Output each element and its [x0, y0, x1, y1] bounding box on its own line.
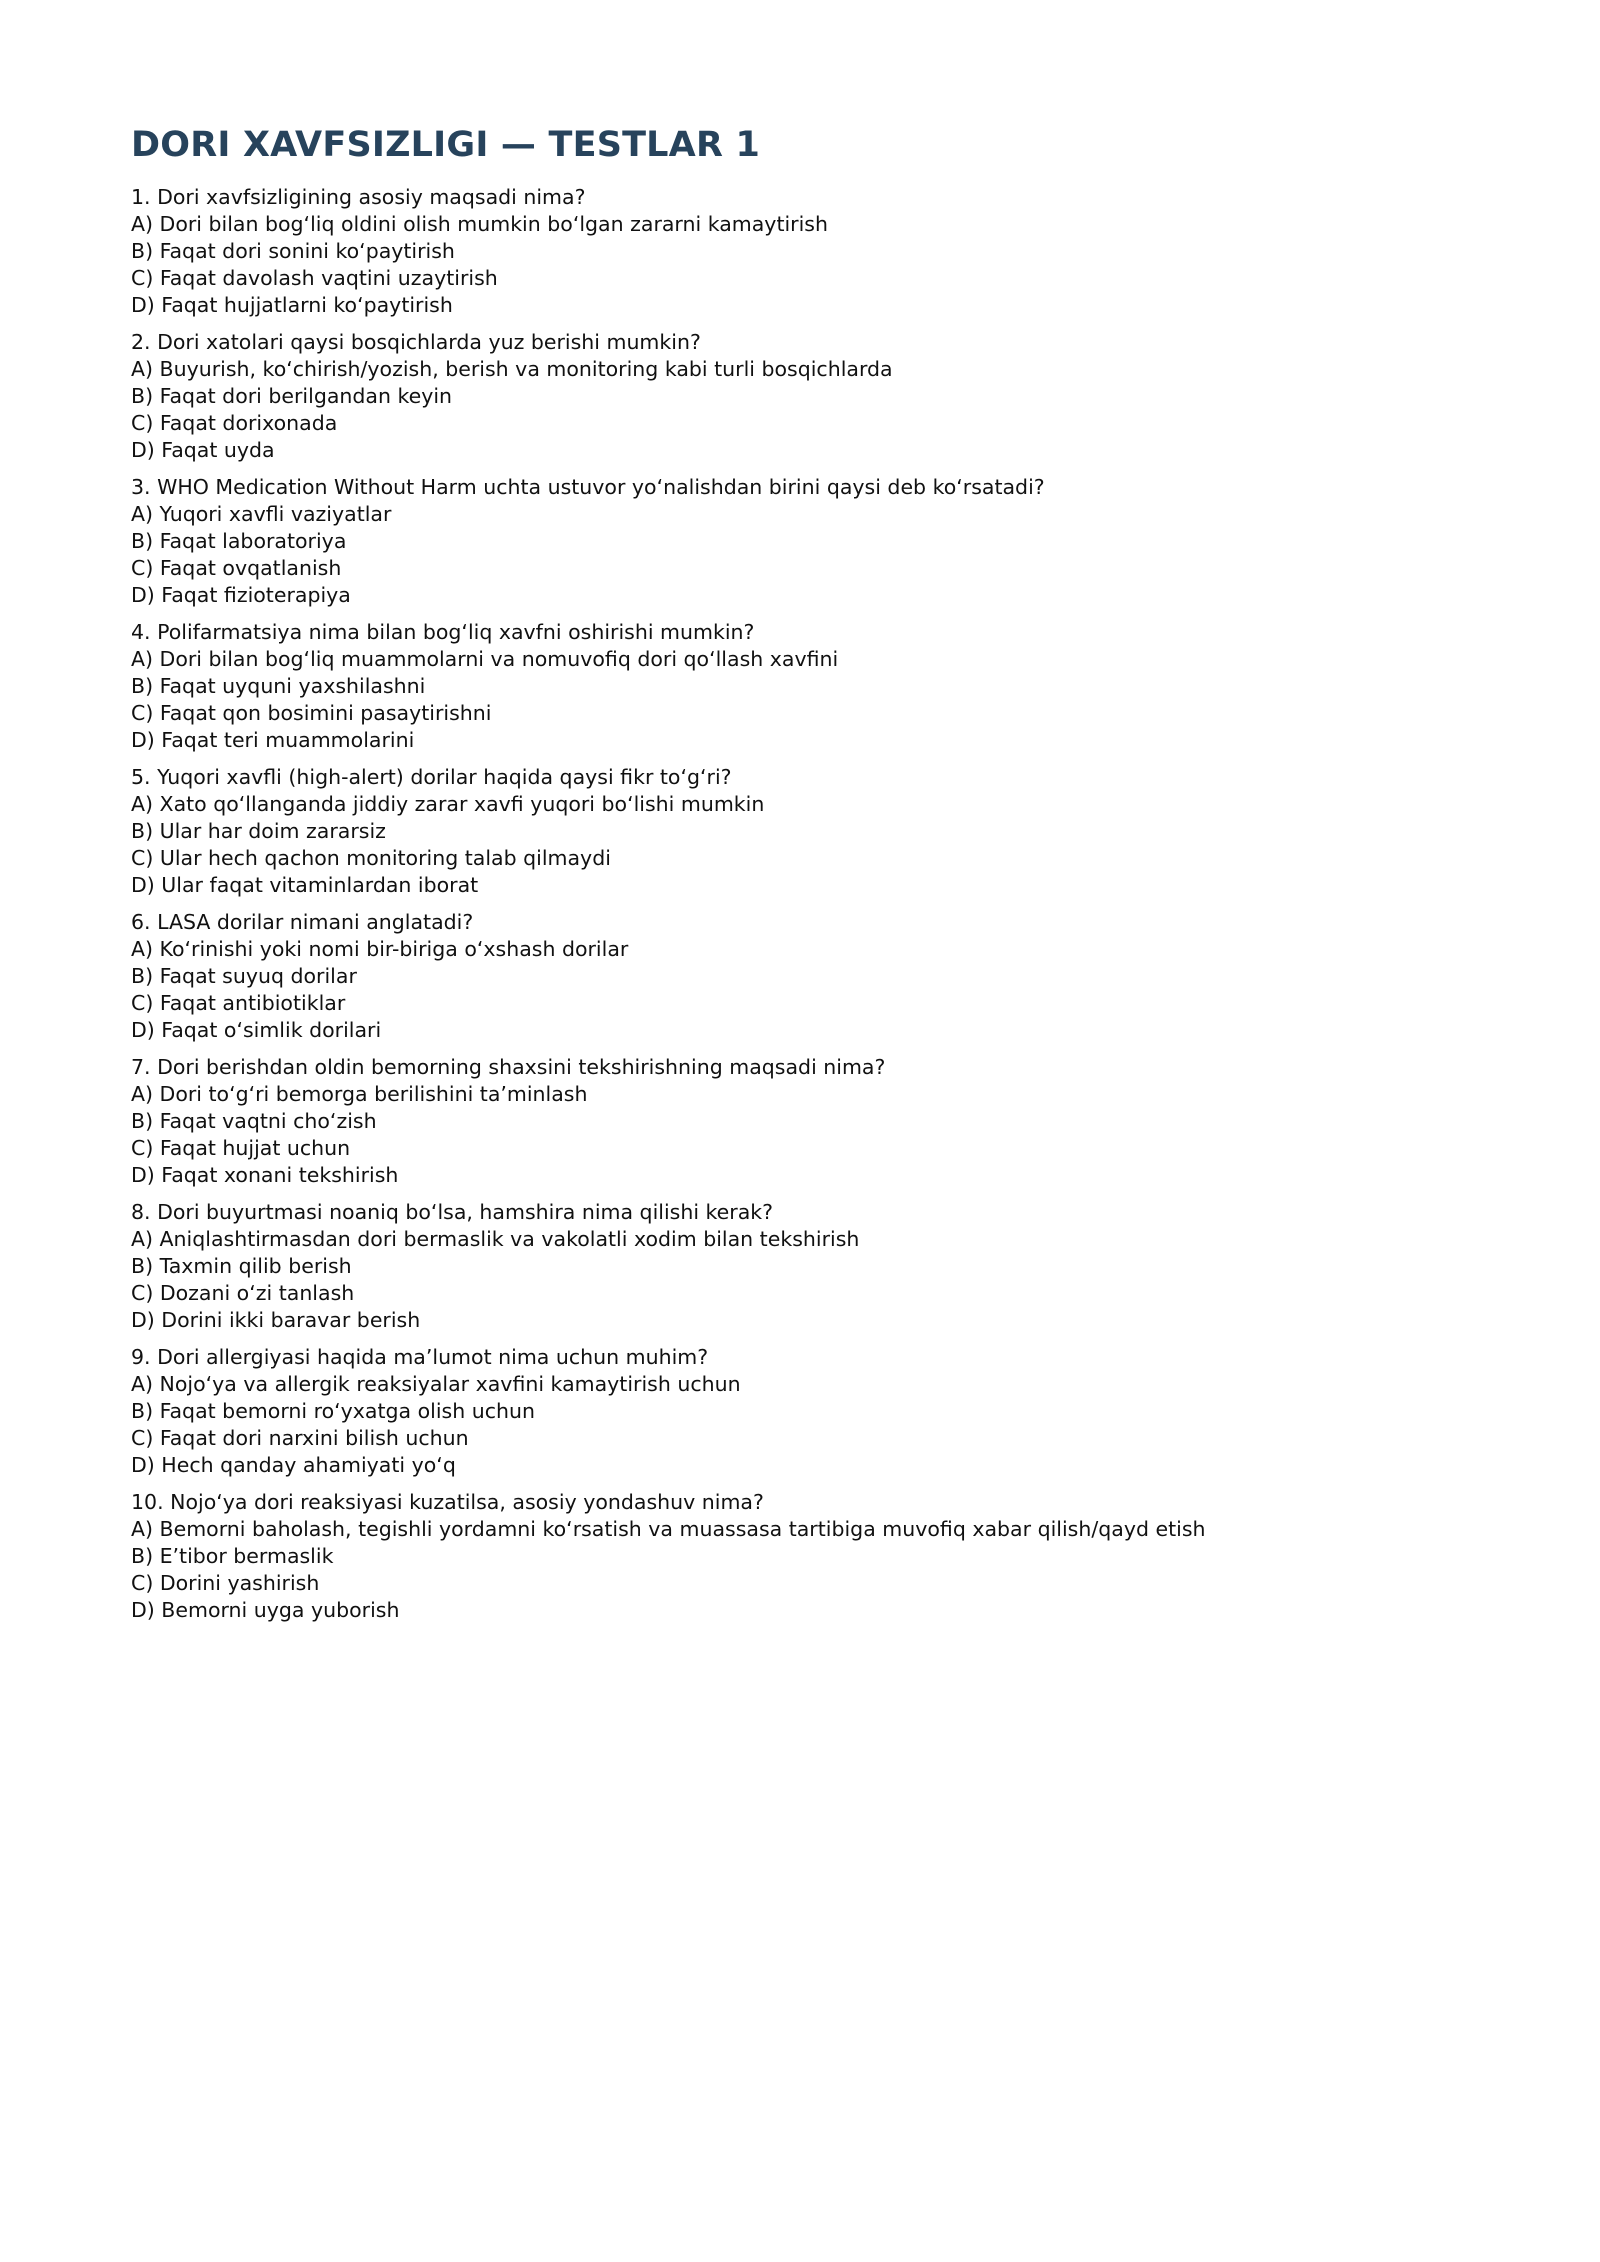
option-c: C) Faqat hujjat uchun	[131, 1136, 351, 1160]
option-b: B) Taxmin qilib berish	[131, 1254, 352, 1278]
option-c: C) Faqat ovqatlanish	[131, 556, 342, 580]
option-b: B) Faqat laboratoriya	[131, 529, 347, 553]
question-2	[131, 329, 1471, 464]
option-d: D) Faqat hujjatlarni ko‘paytirish	[131, 293, 453, 317]
question-text: 7. Dori berishdan oldin bemorning shaxsini tekshirishning maqsadi nima?	[131, 1055, 886, 1079]
question-text: 10. Nojo‘ya dori reaksiyasi kuzatilsa, asosiy yondashuv nima?	[131, 1490, 764, 1514]
option-d: D) Faqat fizioterapiya	[131, 583, 351, 607]
option-c: C) Dorini yashirish	[131, 1571, 320, 1595]
option-a: A) Bemorni baholash, tegishli yordamni ko‘rsatish va muassasa tartibiga muvofiq xabar qilish/qayd etish	[131, 1517, 1206, 1541]
option-b: B) Faqat dori sonini ko‘paytirish	[131, 239, 455, 263]
option-c: C) Dozani o‘zi tanlash	[131, 1281, 355, 1305]
option-a: A) Yuqori xavfli vaziyatlar	[131, 502, 392, 526]
question-6	[131, 909, 1471, 1044]
option-c: C) Ular hech qachon monitoring talab qilmaydi	[131, 846, 611, 870]
document-title: DORI XAVFSIZLIGI — TESTLAR 1	[131, 125, 761, 165]
option-c: C) Faqat davolash vaqtini uzaytirish	[131, 266, 498, 290]
option-c: C) Faqat dorixonada	[131, 411, 338, 435]
question-5	[131, 764, 1471, 899]
question-4	[131, 619, 1471, 754]
option-b: B) Faqat suyuq dorilar	[131, 964, 357, 988]
document-content	[131, 122, 1471, 1634]
option-a: A) Ko‘rinishi yoki nomi bir-biriga o‘xshash dorilar	[131, 937, 629, 961]
question-3	[131, 474, 1471, 609]
option-a: A) Nojo‘ya va allergik reaksiyalar xavfini kamaytirish uchun	[131, 1372, 741, 1396]
question-text: 6. LASA dorilar nimani anglatadi?	[131, 910, 474, 934]
option-a: A) Buyurish, ko‘chirish/yozish, berish va monitoring kabi turli bosqichlarda	[131, 357, 893, 381]
option-c: C) Faqat dori narxini bilish uchun	[131, 1426, 469, 1450]
option-a: A) Dori bilan bog‘liq oldini olish mumkin bo‘lgan zararni kamaytirish	[131, 212, 828, 236]
option-d: D) Faqat uyda	[131, 438, 275, 462]
option-b: B) Faqat dori berilgandan keyin	[131, 384, 453, 408]
option-d: D) Faqat teri muammolarini	[131, 728, 415, 752]
question-1	[131, 184, 1471, 319]
option-a: A) Dori to‘g‘ri bemorga berilishini ta’minlash	[131, 1082, 588, 1106]
option-c: C) Faqat qon bosimini pasaytirishni	[131, 701, 492, 725]
option-d: D) Ular faqat vitaminlardan iborat	[131, 873, 479, 897]
option-a: A) Xato qo‘llanganda jiddiy zarar xavfi yuqori bo‘lishi mumkin	[131, 792, 765, 816]
option-d: D) Hech qanday ahamiyati yo‘q	[131, 1453, 456, 1477]
option-d: D) Faqat xonani tekshirish	[131, 1163, 399, 1187]
option-b: B) E’tibor bermaslik	[131, 1544, 334, 1568]
option-b: B) Faqat bemorni ro‘yxatga olish uchun	[131, 1399, 535, 1423]
question-text: 3. WHO Medication Without Harm uchta ustuvor yo‘nalishdan birini qaysi deb ko‘rsatadi?	[131, 475, 1045, 499]
question-text: 2. Dori xatolari qaysi bosqichlarda yuz berishi mumkin?	[131, 330, 701, 354]
question-text: 5. Yuqori xavfli (high-alert) dorilar haqida qaysi fikr to‘g‘ri?	[131, 765, 732, 789]
option-a: A) Aniqlashtirmasdan dori bermaslik va vakolatli xodim bilan tekshirish	[131, 1227, 860, 1251]
option-b: B) Ular har doim zararsiz	[131, 819, 386, 843]
question-7	[131, 1054, 1471, 1189]
option-b: B) Faqat vaqtni cho‘zish	[131, 1109, 377, 1133]
option-b: B) Faqat uyquni yaxshilashni	[131, 674, 426, 698]
option-d: D) Dorini ikki baravar berish	[131, 1308, 421, 1332]
option-d: D) Bemorni uyga yuborish	[131, 1598, 400, 1622]
question-text: 9. Dori allergiyasi haqida ma’lumot nima uchun muhim?	[131, 1345, 709, 1369]
question-8	[131, 1199, 1471, 1334]
question-text: 8. Dori buyurtmasi noaniq bo‘lsa, hamshira nima qilishi kerak?	[131, 1200, 774, 1224]
option-c: C) Faqat antibiotiklar	[131, 991, 346, 1015]
question-text: 4. Polifarmatsiya nima bilan bog‘liq xavfni oshirishi mumkin?	[131, 620, 755, 644]
question-9	[131, 1344, 1471, 1479]
option-a: A) Dori bilan bog‘liq muammolarni va nomuvofiq dori qo‘llash xavfini	[131, 647, 839, 671]
question-text: 1. Dori xavfsizligining asosiy maqsadi nima?	[131, 185, 586, 209]
option-d: D) Faqat o‘simlik dorilari	[131, 1018, 382, 1042]
question-10	[131, 1489, 1471, 1624]
